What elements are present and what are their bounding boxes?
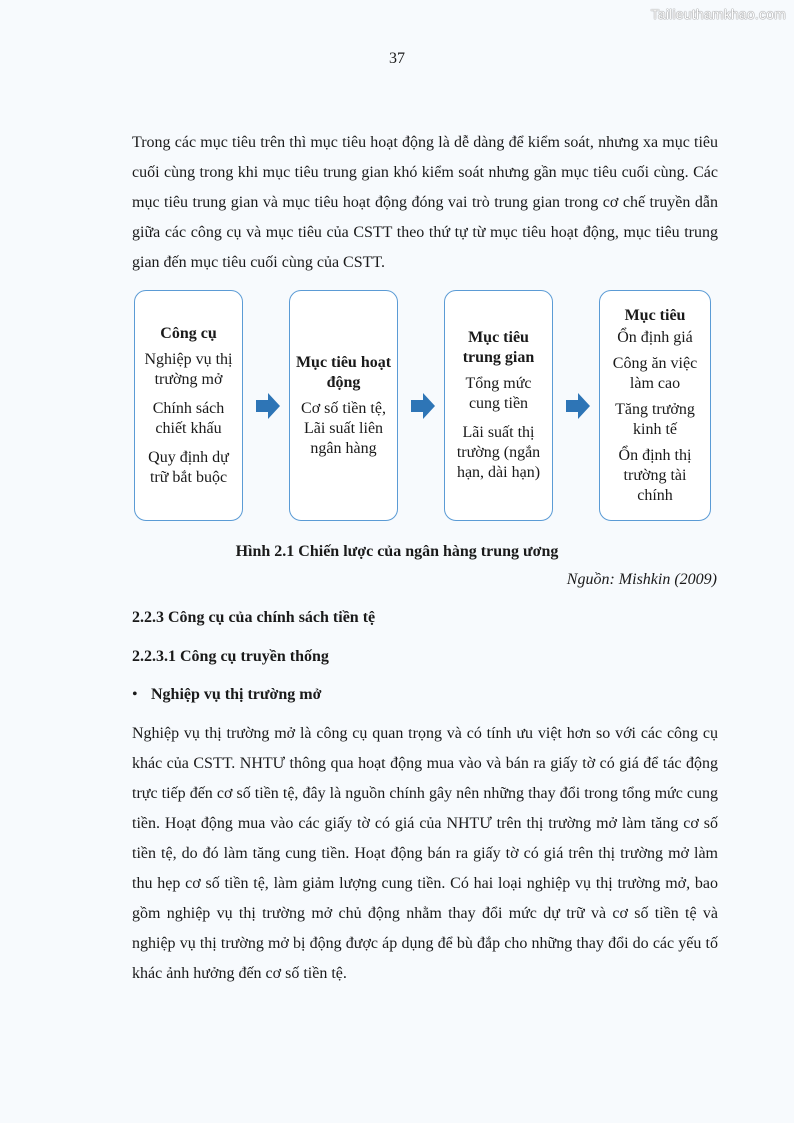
bullet-item	[132, 686, 321, 704]
box-title: Mục tiêu trung gian	[462, 329, 535, 366]
box-item: Chính sách chiết khấu	[152, 399, 225, 437]
intro-paragraph: Trong các mục tiêu trên thì mục tiêu hoạt động là dễ dàng để kiểm soát, nhưng xa mục tiêu cuối cùng trong khi mục tiêu trung gian khó kiểm soát nhưng gần mục tiêu cuối cùng. Các mục tiêu trung gian và mục tiêu hoạt động đóng vai trò trung gian trong cơ chế truyền dẫn giữa các công cụ và mục tiêu của CSTT theo thứ tự từ mục tiêu hoạt động, mục tiêu trung gian đến mục tiêu cuối cùng của CSTT.	[132, 134, 718, 271]
box-item: Nghiệp vụ thị trường mở	[144, 350, 233, 388]
right-arrow-icon	[411, 393, 435, 419]
box-title: Công cụ	[160, 324, 217, 342]
box-intermediate-targets	[444, 290, 553, 521]
figure-caption: Hình 2.1 Chiến lược của ngân hàng trung ương	[235, 543, 559, 560]
box-title: Mục tiêu	[624, 306, 686, 324]
body-paragraph: Nghiệp vụ thị trường mở là công cụ quan trọng và có tính ưu việt hơn so với các công cụ khác của CSTT. NHTƯ thông qua hoạt động mua vào và bán ra giấy tờ có giá để tác động trực tiếp đến cơ số tiền tệ, đây là nguồn chính gây nên những thay đổi trong tổng mức cung tiền. Hoạt động mua vào các giấy tờ có giá của NHTƯ trên thị trường mở làm tăng cơ số tiền tệ, do đó làm tăng cung tiền. Hoạt động bán ra giấy tờ có giá trên thị trường mở làm thu hẹp cơ số tiền tệ, làm giảm lượng cung tiền. Có hai loại nghiệp vụ thị trường mở, bao gồm nghiệp vụ thị trường mở chủ động nhằm thay đổi mức dự trữ và cơ số tiền tệ và nghiệp vụ thị trường mở bị động được áp dụng để bù đắp cho những thay đổi do các yếu tố khác ảnh hưởng đến cơ số tiền tệ.	[132, 725, 718, 982]
subsection-heading: 2.2.3.1 Công cụ truyền thống	[132, 648, 329, 665]
box-item: Tăng trưởng kinh tế	[615, 400, 695, 438]
box-item: Quy định dự trữ bắt buộc	[148, 448, 229, 486]
figure-source: Nguồn: Mishkin (2009)	[566, 571, 717, 588]
box-item: Ổn định thị trường tài chính	[618, 446, 692, 504]
right-arrow-icon	[256, 393, 280, 419]
box-item: Công ăn việc làm cao	[612, 354, 698, 392]
box-goals	[599, 290, 711, 521]
box-item: Lãi suất thị trường (ngắn hạn, dài hạn)	[456, 424, 541, 481]
box-tools	[134, 290, 243, 521]
page-number: 37	[389, 50, 405, 67]
bullet-text: Nghiệp vụ thị trường mở	[151, 686, 322, 703]
right-arrow-icon	[566, 393, 590, 419]
box-item: Ổn định giá	[617, 328, 693, 346]
section-heading: 2.2.3 Công cụ của chính sách tiền tệ	[132, 609, 376, 626]
bullet-icon: •	[132, 686, 138, 703]
box-operating-targets	[289, 290, 398, 521]
watermark: Tailieuthamkhao.com	[650, 6, 786, 22]
strategy-flow-diagram	[134, 290, 711, 523]
box-title: Mục tiêu hoạt động	[295, 353, 392, 391]
box-item: Tổng mức cung tiền	[465, 375, 532, 412]
box-item: Cơ số tiền tệ, Lãi suất liên ngân hàng	[301, 399, 386, 457]
